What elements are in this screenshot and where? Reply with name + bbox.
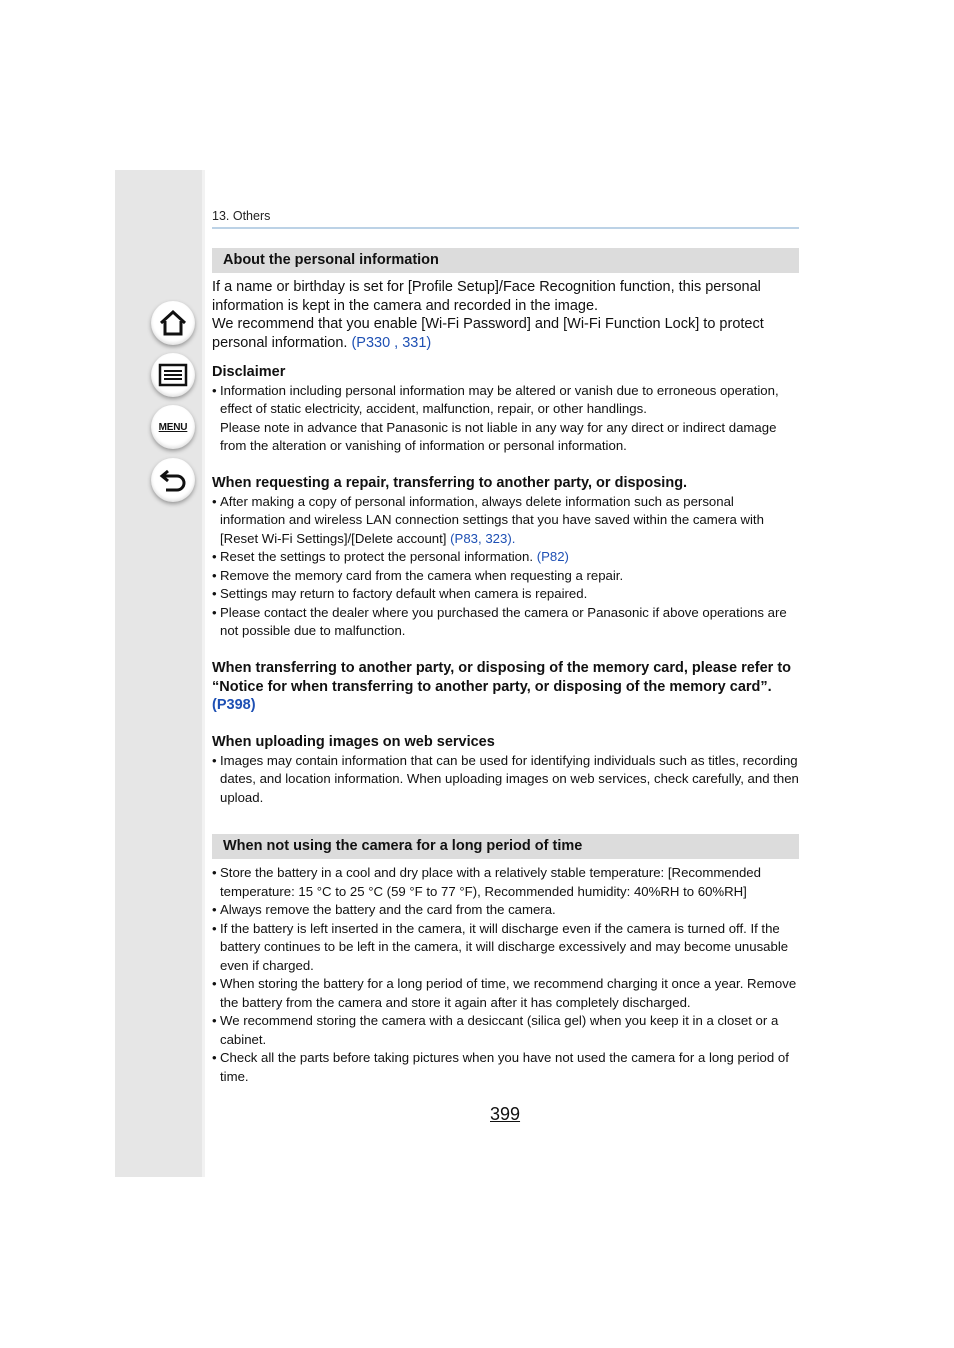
list-item: • If the battery is left inserted in the camera, it will discharge even if the camera is turned off. If the battery continues to be left in the camera, it will discharge excessively and may become unusable even if charged. [212,920,799,976]
transfer-heading [212,659,799,715]
repair-heading: When requesting a repair, transferring to another party, or disposing. [212,475,688,491]
contents-button[interactable] [151,353,195,397]
list-item-text: Reset the settings to protect the personal information. [220,549,534,564]
long-period-block [212,864,799,1086]
menu-label: MENU [158,421,188,433]
section-title-long-period: When not using the camera for a long period of time [212,834,799,859]
page-link-p82[interactable]: (P82) [536,549,569,564]
page-link-p330[interactable]: (P330 , 331) [351,334,432,351]
list-icon [158,363,188,387]
list-item-text: Images may contain information that can be used for identifying individuals such as titles, recording dates, and location information. When uploading images on web services, check carefully, and then upload. [220,752,799,805]
list-item: • Check all the parts before taking pictures when you have not used the camera for a long period of time. [212,1049,799,1086]
list-item-text: After making a copy of personal information, always delete information such as personal information and wireless LAN connection settings that you have saved within the camera with [Reset Wi-Fi Settings]/[Delete account] [220,493,764,546]
personal-info-paragraphs [212,278,799,352]
list-item: • When storing the battery for a long period of time, we recommend charging it once a year. Remove the battery from the camera and store it again after it has completely discharged. [212,975,799,1012]
return-arrow-icon [158,467,188,493]
recommend-text [212,315,799,352]
list-item-text: Remove the memory card from the camera when requesting a repair. [220,567,624,583]
disclaimer-text: Information including personal information may be altered or vanish due to erroneous operation, effect of static electricity, accident, malfunction, repair, or other handlings. [220,382,779,416]
section-title-personal-information: About the personal information [212,248,799,273]
repair-block [212,474,799,641]
page-number: 399 [490,1104,521,1124]
list-item [212,604,799,641]
list-item-text: Settings may return to factory default when camera is repaired. [220,586,588,601]
transfer-heading-text: When transferring to another party, or disposing of the memory card, please refer to “Notice for when transferring to another party, or disposing of the memory card”. [212,660,792,695]
upload-heading: When uploading images on web services [212,734,495,750]
transfer-block [212,659,799,715]
home-icon [158,309,188,337]
list-item [212,567,799,586]
page-link-p83[interactable]: (P83, 323). [450,530,516,546]
list-item: • Store the battery in a cool and dry place with a relatively stable temperature: [Recommended temperature: 15 °C to 25 °C (59 °F to 77 °F), Recommended humidity: 40%RH to 60%RH] [212,864,799,901]
chapter-label: 13. Others [212,209,271,223]
list-item: • Always remove the battery and the card from the camera. [212,901,799,920]
back-button[interactable] [151,458,195,502]
disclaimer-text-2: Please note in advance that Panasonic is not liable in any way for any direct or indirect damage from the alteration or vanishing of information or personal information. [220,419,777,453]
disclaimer-block [212,363,799,456]
list-item [212,382,799,456]
list-item [212,548,799,567]
home-button[interactable] [151,301,195,345]
list-item: • We recommend storing the camera with a desiccant (silica gel) when you keep it in a closet or a cabinet. [212,1012,799,1049]
list-item [212,585,799,604]
list-item-text: Please contact the dealer where you purchased the camera or Panasonic if above operations are not possible due to malfunction. [220,604,787,638]
header-divider [212,227,799,229]
menu-button[interactable] [151,405,195,449]
list-item [212,493,799,549]
list-item [212,752,799,808]
disclaimer-heading: Disclaimer [212,364,286,380]
recommend-text-body: We recommend that you enable [Wi-Fi Password] and [Wi-Fi Function Lock] to protect personal information. [212,316,764,351]
upload-block [212,733,799,807]
personal-info-text: If a name or birthday is set for [Profile Setup]/Face Recognition function, this personal information is kept in the camera and recorded in the image. [212,279,761,314]
page-link-p398[interactable]: (P398) [212,697,256,713]
